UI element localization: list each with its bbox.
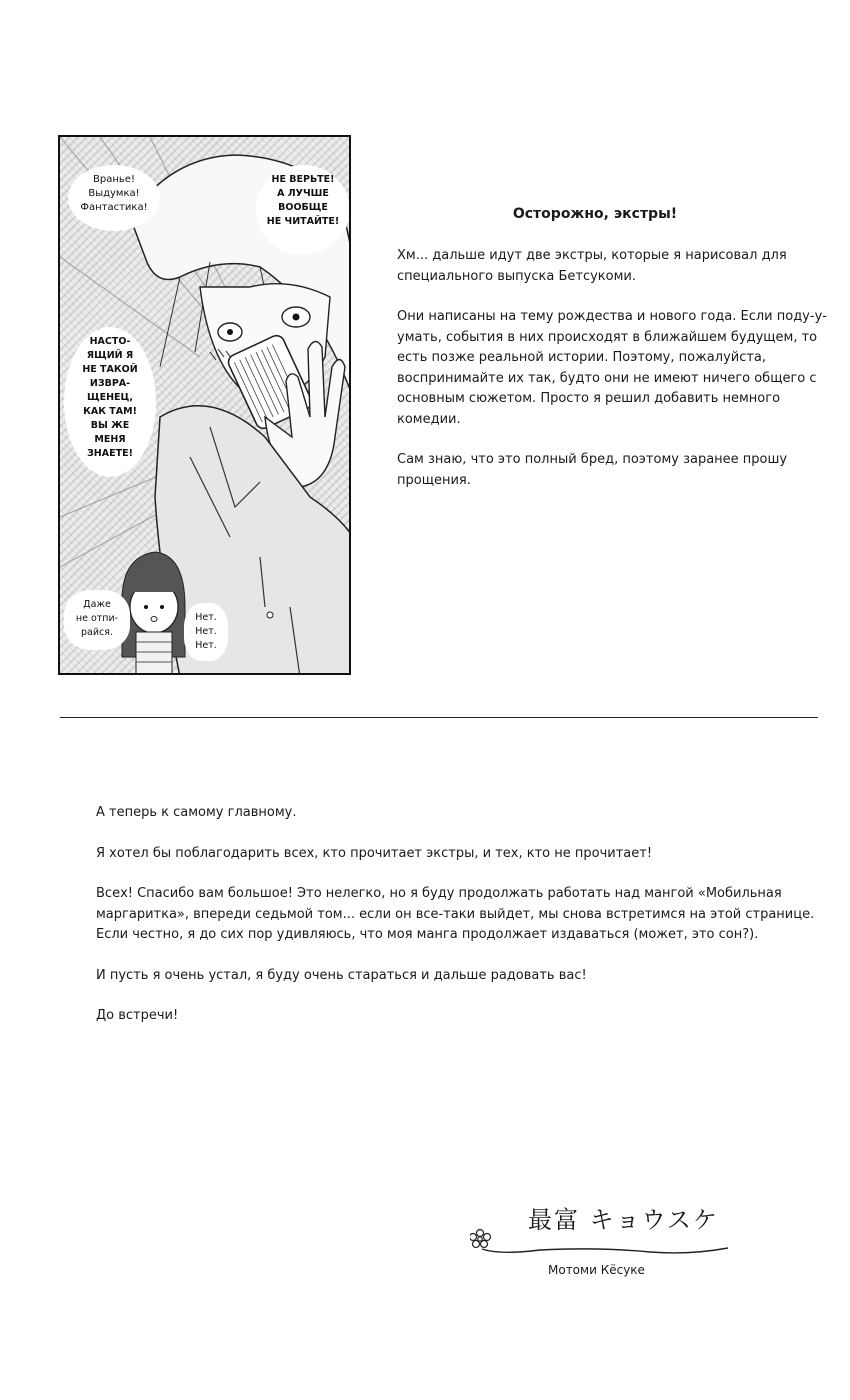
speech-bubble: Нет. Нет. Нет.: [184, 603, 228, 661]
signature-russian: Мотоми Кёсуке: [548, 1263, 645, 1277]
thanks-text: [96, 803, 816, 1047]
warning-text: [397, 246, 827, 511]
speech-bubble: Даже не отпи- райся.: [64, 590, 130, 650]
paragraph: Я хотел бы поблагодарить всех, кто прочитает экстры, и тех, кто не прочитает!: [96, 845, 653, 861]
section-title: Осторожно, экстры!: [512, 206, 678, 222]
paragraph: Сам знаю, что это полный бред, поэтому заранее прошу прощения.: [397, 452, 788, 488]
paragraph: Хм... дальше идут две экстры, которые я нарисовал для специального выпуска Бетсукоми.: [397, 248, 787, 284]
paragraph: Они написаны на тему рождества и нового года. Если поду-у-умать, события в них происходят в ближайшем будущем, то есть позже реальной истории. Поэтому, пожалуйста, воспринимайте их так, будто они не имеют ничего общего с основным сюжетом. Просто я решил добавить немного комедии.: [397, 309, 827, 427]
speech-bubble: Вранье! Выдумка! Фантастика!: [68, 165, 160, 231]
speech-bubble: НАСТО- ЯЩИЙ Я НЕ ТАКОЙ ИЗВРА- ЩЕНЕЦ, КАК ТАМ! ВЫ ЖЕ МЕНЯ ЗНАЕТЕ!: [64, 327, 156, 477]
signature-japanese: 最富 キョウスケ: [528, 1206, 719, 1234]
paragraph: А теперь к самому главному.: [96, 805, 297, 820]
paragraph: И пусть я очень устал, я буду очень стараться и дальше радовать вас!: [96, 967, 587, 983]
paragraph: До встречи!: [96, 1008, 179, 1023]
manga-panel: [58, 135, 351, 675]
flower-signature-line: [470, 1225, 732, 1257]
speech-bubble: НЕ ВЕРЬТЕ! А ЛУЧШЕ ВООБЩЕ НЕ ЧИТАЙТЕ!: [256, 165, 350, 255]
divider: [60, 717, 818, 718]
paragraph: Всех! Спасибо вам большое! Это нелегко, но я буду продолжать работать над мангой «Мобильная маргаритка», впереди седьмой том... если он все-таки выйдет, мы снова встретимся на этой странице. Если честно, я до сих пор удивляюсь, что моя манга продолжает издаваться (может, это сон?).: [96, 886, 815, 942]
